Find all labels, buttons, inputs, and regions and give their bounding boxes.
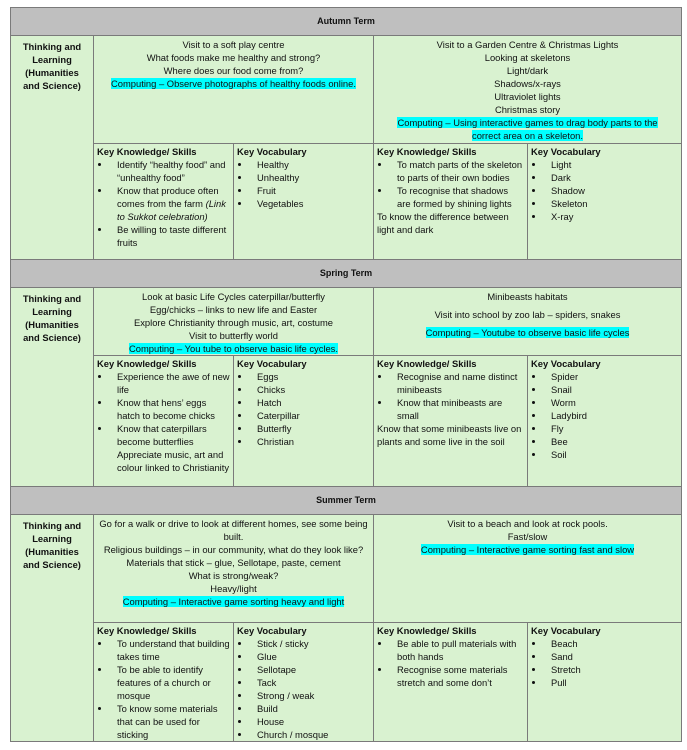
computing-highlight: Computing – Youtube to observe basic life cycles bbox=[425, 327, 630, 338]
computing-highlight: Computing – Interactive game sorting fast and slow bbox=[420, 544, 635, 555]
spring-activities-right: Minibeasts habitats Visit into school by zoo lab – spiders, snakes Computing – Youtube to observe basic life cycles bbox=[374, 288, 682, 356]
spring-knowledge-right: Key Knowledge/ Skills • Recognise and name distinct minibeasts • Know that minibeasts are small Know that some minibeasts live on plants and some live in the soil bbox=[374, 356, 528, 487]
autumn-vocab-left: Key Vocabulary • Healthy • Unhealthy • Fruit • Vegetables bbox=[234, 144, 374, 260]
spring-activities-left: Look at basic Life Cycles caterpillar/butterfly Egg/chicks – links to new life and Easter Explore Christianity through music, art, costume Visit to butterfly world Computing – You tube to observe basic life cycles. bbox=[94, 288, 374, 356]
computing-highlight: Computing – You tube to observe basic life cycles. bbox=[129, 343, 338, 354]
spring-vocab-right: Key Vocabulary • Spider • Snail • Worm • Ladybird • Fly • Bee • Soil bbox=[528, 356, 682, 487]
spring-knowledge-left: Key Knowledge/ Skills • Experience the awe of new life • Know that hens’ eggs hatch to become chicks • Know that caterpillars become butterflies Appreciate music, art and colour linked to Christianity bbox=[94, 356, 234, 487]
spring-row-label: Thinking and Learning (Humanities and Science) bbox=[11, 288, 94, 487]
summer-row-label: Thinking and Learning (Humanities and Science) bbox=[11, 515, 94, 742]
autumn-activities-left: Visit to a soft play centre What foods make me healthy and strong? Where does our food come from? Computing – Observe photographs of healthy foods online. bbox=[94, 36, 374, 144]
summer-vocab-right: Key Vocabulary • Beach • Sand • Stretch • Pull bbox=[528, 623, 682, 742]
curriculum-table bbox=[10, 7, 682, 742]
autumn-knowledge-right: Key Knowledge/ Skills • To match parts of the skeleton to parts of their own bodies • To recognise that shadows are formed by shining lights To know the difference between light and dark bbox=[374, 144, 528, 260]
spring-vocab-left: Key Vocabulary • Eggs • Chicks • Hatch • Caterpillar • Butterfly • Christian bbox=[234, 356, 374, 487]
computing-highlight: Computing – Using interactive games to drag body parts to the bbox=[397, 117, 658, 128]
autumn-vocab-right: Key Vocabulary • Light • Dark • Shadow • Skeleton • X-ray bbox=[528, 144, 682, 260]
autumn-row-label: Thinking and Learning (Humanities and Science) bbox=[11, 36, 94, 260]
autumn-term-header: Autumn Term bbox=[11, 8, 682, 36]
spring-term-header: Spring Term bbox=[11, 260, 682, 288]
summer-activities-left: Go for a walk or drive to look at different homes, see some being built. Religious buildings – in our community, what do they look like? Materials that stick – glue, Sellotape, paste, cement What is strong/weak? Heavy/light Computing – Interactive game sorting heavy and light bbox=[94, 515, 374, 623]
computing-highlight: correct area on a skeleton. bbox=[472, 130, 583, 141]
summer-knowledge-left: Key Knowledge/ Skills • To understand that building takes time • To be able to identify features of a church or mosque • To know some materials that can be used for sticking bbox=[94, 623, 234, 742]
summer-knowledge-right: Key Knowledge/ Skills • Be able to pull materials with both hands • Recognise some materials stretch and some don’t bbox=[374, 623, 528, 742]
autumn-activities-right: Visit to a Garden Centre & Christmas Lights Looking at skeletons Light/dark Shadows/x-rays Ultraviolet lights Christmas story Computing – Using interactive games to drag body parts to the correct area on a skeleton. bbox=[374, 36, 682, 144]
computing-highlight: Computing – Observe photographs of healthy foods online. bbox=[111, 78, 356, 89]
summer-activities-right: Visit to a beach and look at rock pools. Fast/slow Computing – Interactive game sorting fast and slow bbox=[374, 515, 682, 623]
summer-vocab-left: Key Vocabulary • Stick / sticky • Glue • Sellotape • Tack • Strong / weak • Build • House • Church / mosque bbox=[234, 623, 374, 742]
summer-term-header: Summer Term bbox=[11, 487, 682, 515]
computing-highlight: Computing – Interactive game sorting heavy and light bbox=[122, 596, 345, 607]
autumn-knowledge-left: Key Knowledge/ Skills • Identify “healthy food” and “unhealthy food” • Know that produce often comes from the farm (Link to Sukkot celebration) • Be willing to taste different fruits bbox=[94, 144, 234, 260]
